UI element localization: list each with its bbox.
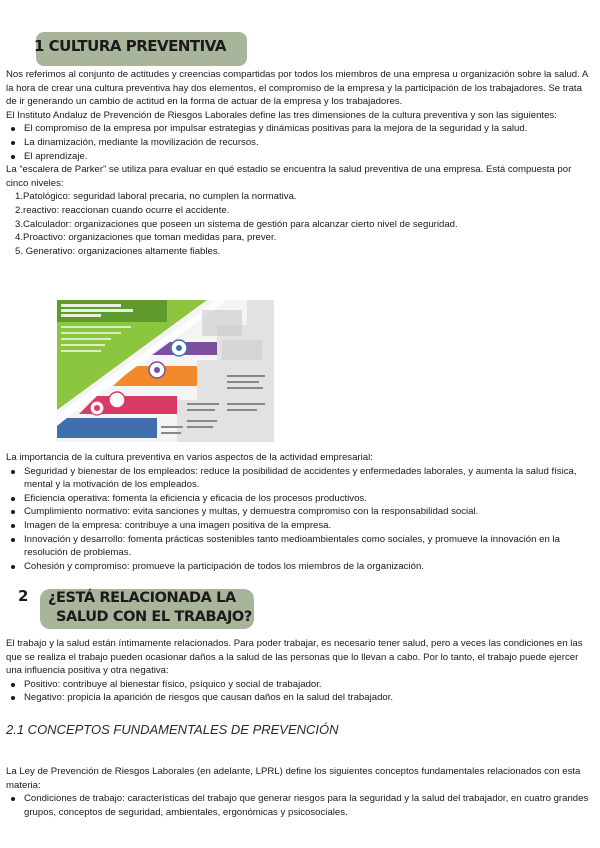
list-item: El aprendizaje. — [6, 150, 594, 164]
dimensions-list — [6, 122, 594, 163]
paragraph: La importancia de la cultura preventiva en varios aspectos de la actividad empresarial: — [6, 452, 373, 463]
paragraph: El Instituto Andaluz de Prevención de Riesgos Laborales define las tres dimensiones de la cultura preventiva y son las siguientes: — [6, 109, 557, 121]
list-item: Seguridad y bienestar de los empleados: reduce la posibilidad de accidentes y enfermedades laborales, y aumenta la salud física, mental y la motivación de los empleados. — [6, 465, 594, 492]
parker-levels-list — [6, 190, 594, 258]
list-item: La dinamización, mediante la movilización de recursos. — [6, 136, 594, 150]
section-2-body — [6, 637, 594, 705]
list-item: 3.Calculador: organizaciones que poseen un sistema de gestión para alcanzar cierto nivel de seguridad. — [15, 218, 458, 230]
list-item: 1.Patológico: seguridad laboral precaria, no cumplen la normativa. — [15, 191, 297, 203]
section-2-title-line-1: ¿ESTÁ RELACIONADA LA — [48, 590, 236, 606]
list-item: Innovación y desarrollo: fomenta prácticas sostenibles tanto medioambientales como sociales, y promueve la innovación en la resolución de problemas. — [6, 533, 594, 560]
section-1-intro — [6, 68, 594, 258]
list-item: Positivo: contribuye al bienestar físico, psíquico y social de trabajador. — [6, 678, 594, 692]
paragraph: La Ley de Prevención de Riesgos Laborales (en adelante, LPRL) define los siguientes conceptos fundamentales relacionados con esta materia: — [6, 766, 581, 791]
paragraph: La “escalera de Parker” se utiliza para evaluar en qué estadio se encuentra la salud preventiva de una empresa. Está compuesta por cinco niveles: — [6, 164, 572, 189]
section-2-1-body — [6, 765, 594, 819]
list-item: Cohesión y compromiso: promueve la participación de todos los miembros de la organización. — [6, 560, 594, 574]
importance-section — [6, 451, 594, 573]
list-item: Eficiencia operativa: fomenta la eficiencia y eficacia de los procesos productivos. — [6, 492, 594, 506]
section-2-number: 2 — [18, 587, 29, 605]
concepts-list — [6, 792, 594, 819]
importance-list — [6, 465, 594, 574]
list-item: Imagen de la empresa: contribuye a una imagen positiva de la empresa. — [6, 519, 594, 533]
list-item: 2.reactivo: reaccionan cuando ocurre el accidente. — [15, 204, 230, 216]
section-2-heading — [48, 589, 254, 627]
parker-ladder-graphic — [57, 300, 274, 442]
paragraph: El trabajo y la salud están íntimamente relacionados. Para poder trabajar, es necesario tener salud, pero a veces las condiciones en las que se realiza el trabajo pueden ocasionar daños a la salud de las personas que lo llevan a cabo. Por lo tanto, el trabajo puede ejercer una influencia positiva y otra negativa: — [6, 638, 583, 677]
section-1-heading — [34, 37, 226, 55]
section-1-number: 1 — [34, 37, 44, 55]
list-item: Condiciones de trabajo: características del trabajo que generar riesgos para la seguridad y la salud del trabajador, en cuatro grandes grupos, conceptos de seguridad, ambientales, ergonómicas y psicosociales. — [6, 792, 594, 819]
list-item: Cumplimiento normativo: evita sanciones y multas, y demuestra compromiso con la responsabilidad social. — [6, 505, 594, 519]
patologico-band — [57, 418, 157, 438]
section-2-1-heading: 2.1 CONCEPTOS FUNDAMENTALES DE PREVENCIÓN — [6, 722, 339, 737]
paragraph: Nos referimos al conjunto de actitudes y creencias compartidas por todos los miembros de una empresa u organización sobre la salud. A la hora de crear una cultura preventiva hay dos elementos, el compromiso de la empresa y la participación de los trabajadores. Se trata de ir generando un cambio de actitud en la forma de actuar de la empresa y los trabajadores. — [6, 69, 588, 108]
influence-list — [6, 678, 594, 705]
list-item: Negativo: propicia la aparición de riesgos que causan daños en la salud del trabajador. — [6, 691, 594, 705]
list-item: El compromiso de la empresa por impulsar estrategias y dinámicas positivas para la mejora de la seguridad y la salud. — [6, 122, 594, 136]
parker-ladder-infographic — [57, 300, 274, 442]
list-item: 5. Generativo: organizaciones altamente fiables. — [15, 245, 221, 257]
list-item: 4.Proactivo: organizaciones que toman medidas para, prever. — [15, 232, 277, 244]
section-1-title: CULTURA PREVENTIVA — [48, 37, 226, 55]
section-2-title-line-2: SALUD CON EL TRABAJO? — [56, 609, 252, 625]
